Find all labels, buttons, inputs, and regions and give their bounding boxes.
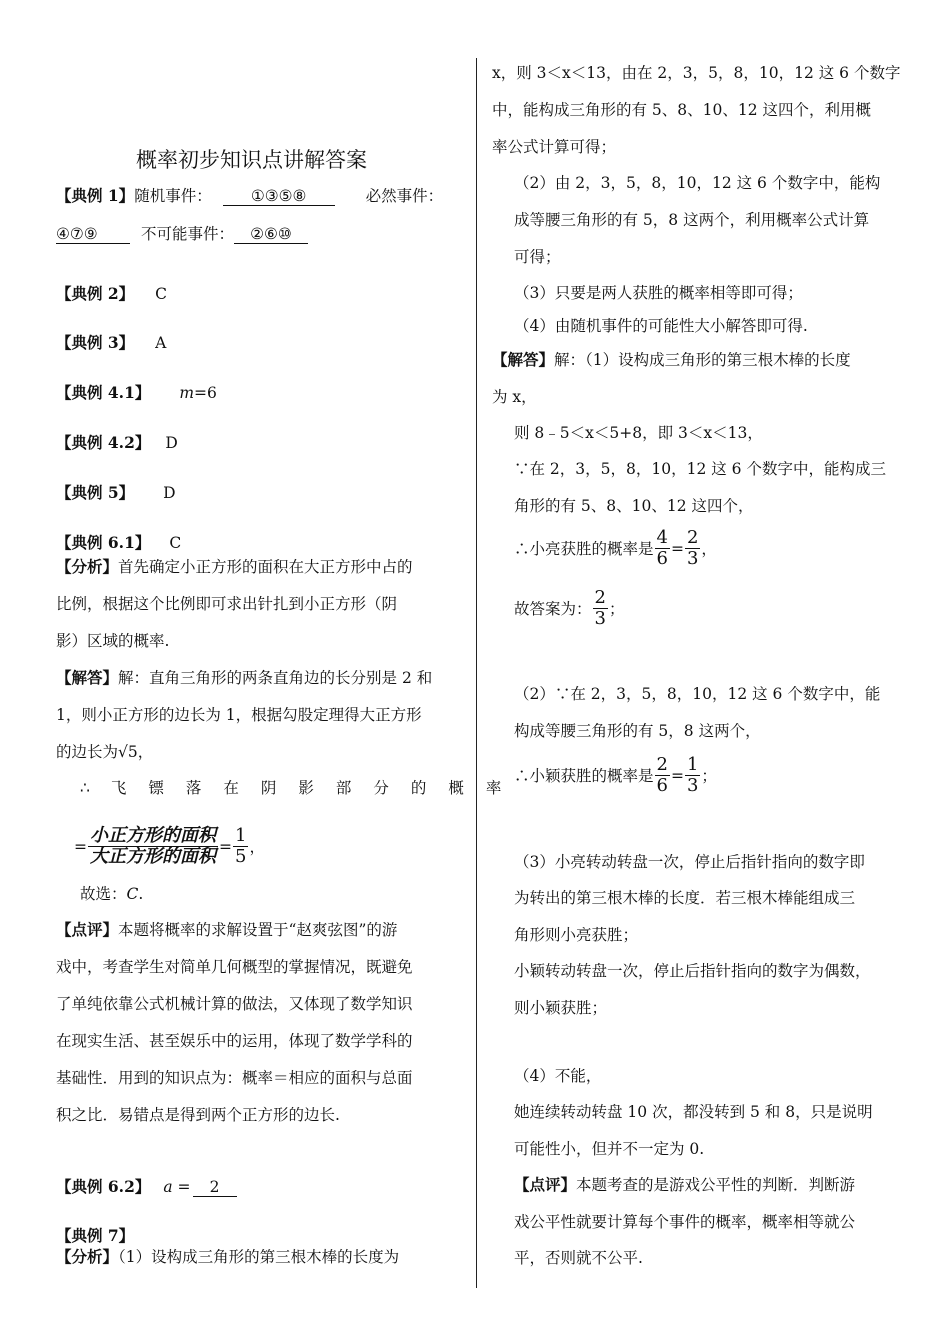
answer-text: 解：（1）设构成三角形的第三根木棒的长度: [554, 351, 851, 369]
page-title: 概率初步知识点讲解答案: [136, 148, 367, 172]
fraction-numerator: 1: [235, 825, 247, 846]
equals-sign: =: [219, 837, 232, 856]
example-label: 【典例 6.2】: [56, 1177, 151, 1196]
example-4-1: [56, 383, 217, 403]
example-label: 【典例 6.1】: [56, 533, 151, 552]
example-5: [56, 483, 176, 503]
fraction-denominator: 3: [686, 775, 699, 796]
fraction-denominator: 大正方形的面积: [90, 846, 216, 867]
right-line: 她连续转动转盘 10 次，都没转到 5 和 8，只是说明: [514, 1103, 873, 1121]
review-line: 戏中，考查学生对简单几何概型的掌握情况，既避免: [56, 958, 413, 976]
column-divider: [476, 58, 477, 1288]
fraction-numerator: 2: [594, 587, 606, 608]
probability-text: 飞镖落在阴影部分的概率: [110, 779, 524, 797]
fraction-numerator: 4: [656, 527, 668, 548]
example-answer: 2: [193, 1179, 237, 1197]
semicolon: ；: [701, 766, 717, 785]
example-label: 【典例 2】: [56, 284, 135, 303]
right-line: 平，否则就不公平.: [514, 1249, 643, 1267]
example-label: 【典例 5】: [56, 483, 135, 502]
answer-line: 1，则小正方形的边长为 1，根据勾股定理得大正方形: [56, 706, 422, 724]
right-line: 可能性小，但并不一定为 0.: [514, 1140, 705, 1158]
example-1-line1: [56, 186, 443, 206]
right-line: 角形的有 5、8、10、12 这四个，: [514, 497, 754, 515]
certain-event-label: 必然事件：: [365, 187, 444, 205]
fraction: [685, 755, 700, 796]
analysis-text: （1）设构成三角形的第三根木棒的长度为: [118, 1248, 400, 1266]
example-6-2: [56, 1177, 237, 1197]
fraction-numerator: 2: [656, 754, 668, 775]
fraction-numerator: 小正方形的面积: [90, 825, 216, 846]
example-label: 【典例 7】: [56, 1226, 135, 1245]
answer-line: [56, 668, 432, 688]
right-review-line: [514, 1175, 855, 1195]
analysis-label: 【分析】: [56, 557, 119, 576]
right-line: 成等腰三角形的有 5，8 这两个，利用概率公式计算: [514, 211, 870, 229]
probability-formula: [74, 826, 265, 867]
fraction-denominator: 3: [686, 548, 699, 569]
ex7-analysis-line: [56, 1247, 399, 1267]
variable-m: m: [179, 384, 195, 402]
example-answer: C: [155, 285, 167, 303]
right-line: （2）由 2，3，5，8，10，12 这 6 个数字中，能构: [514, 174, 881, 192]
choose-label: 故选：: [80, 885, 127, 903]
impossible-event-answer: ②⑥⑩: [234, 226, 308, 244]
equals-sign: =: [670, 766, 684, 785]
impossible-event-label: 不可能事件：: [140, 225, 234, 243]
random-event-label: 随机事件：: [134, 187, 212, 205]
right-line: 中，能构成三角形的有 5、8、10、12 这四个，利用概: [492, 101, 872, 119]
fraction: [685, 528, 700, 569]
example-1-line2: [56, 224, 308, 244]
review-line: 了单纯依靠公式机械计算的做法，又体现了数学知识: [56, 995, 413, 1013]
therefore-symbol: ∴: [80, 779, 90, 797]
analysis-line: 比例，根据这个比例即可求出针扎到小正方形（阴: [56, 595, 398, 613]
choose-answer: C: [126, 885, 139, 903]
right-line: 构成等腰三角形的有 5，8 这两个，: [514, 722, 761, 740]
example-7: [56, 1226, 134, 1246]
answer-line: [56, 742, 153, 762]
review-line: 基础性．用到的知识点为：概率＝相应的面积与总面: [56, 1069, 413, 1087]
analysis-line: [56, 557, 413, 577]
answer-label: 【解答】: [492, 350, 555, 369]
example-answer: D: [163, 484, 176, 502]
area-fraction: [88, 826, 218, 867]
xiaoliang-probability: [514, 528, 717, 569]
probability-sentence: [80, 778, 523, 798]
review-text: 本题考查的是游戏公平性的判断．判断游: [576, 1176, 856, 1194]
fraction: [655, 528, 670, 569]
example-label: 【典例 1】: [56, 186, 135, 205]
example-answer: D: [165, 434, 178, 452]
example-label: 【典例 4.1】: [56, 383, 151, 402]
example-6-1: [56, 533, 181, 553]
answer-text: ，: [137, 743, 154, 761]
right-line: x，则 3＜x＜13，由在 2，3，5，8，10，12 这 6 个数字: [492, 64, 901, 82]
right-line: 可得；: [514, 248, 561, 266]
review-label: 【点评】: [514, 1175, 577, 1194]
comma: ，: [701, 539, 717, 558]
analysis-line: 影）区域的概率.: [56, 632, 170, 650]
fraction: [655, 755, 670, 796]
fraction-denominator: 3: [594, 608, 606, 629]
right-line: 小颖转动转盘一次，停止后指针指向的数字为偶数，: [514, 962, 871, 980]
right-line: 角形则小亮获胜；: [514, 926, 639, 944]
example-3: [56, 333, 166, 353]
review-line: 在现实生活、甚至娱乐中的运用，体现了数学学科的: [56, 1032, 413, 1050]
right-line: （2）∵在 2，3，5，8，10，12 这 6 个数字中，能: [514, 685, 881, 703]
right-line: ∵在 2，3，5，8，10，12 这 6 个数字中，能构成三: [514, 460, 886, 478]
example-answer: =6: [194, 384, 217, 402]
right-line: 为 x，: [492, 388, 537, 406]
semicolon: ；: [608, 599, 625, 618]
fraction-numerator: 1: [686, 754, 699, 775]
answer-label: 【解答】: [56, 668, 119, 687]
answer-result: [514, 588, 624, 629]
right-line: 戏公平性就要计算每个事件的概率，概率相等就公: [514, 1213, 856, 1231]
review-line: [56, 920, 397, 940]
fraction-denominator: 6: [656, 775, 668, 796]
example-label: 【典例 4.2】: [56, 433, 151, 452]
review-text: 本题将概率的求解设置于“赵爽弦图”的游: [118, 921, 398, 939]
xiaoying-probability: [514, 755, 717, 796]
period: .: [138, 885, 144, 903]
right-answer-line: [492, 350, 851, 370]
right-line: （4）不能，: [514, 1067, 602, 1085]
right-line: 为转出的第三根木棒的长度．若三根木棒能组成三: [514, 889, 856, 907]
fraction-denominator: 5: [235, 846, 247, 867]
fraction-numerator: 2: [686, 527, 699, 548]
certain-event-answer: ④⑦⑨: [56, 226, 130, 244]
example-4-2: [56, 433, 178, 453]
example-answer: C: [169, 534, 182, 552]
right-line: （3）只要是两人获胜的概率相等即可得；: [514, 284, 803, 302]
equals-sign: =: [670, 539, 684, 558]
result-fraction: [233, 826, 248, 867]
right-line: （3）小亮转动转盘一次，停止后指针指向的数字即: [514, 853, 865, 871]
right-line: 则 8﹣5＜x＜5+8，即 3＜x＜13，: [514, 424, 763, 442]
example-label: 【典例 3】: [56, 333, 135, 352]
right-line: （4）由随机事件的可能性大小解答即可得.: [514, 317, 808, 335]
example-answer: A: [155, 334, 167, 352]
review-line: 积之比．易错点是得到两个正方形的边长.: [56, 1106, 340, 1124]
equals-sign: =: [74, 837, 87, 856]
fraction: [593, 588, 608, 629]
review-label: 【点评】: [56, 920, 119, 939]
equals-sign: =: [177, 1178, 191, 1196]
example-2: [56, 284, 167, 304]
choose-line: [80, 884, 143, 904]
comma: ，: [249, 837, 265, 856]
analysis-label: 【分析】: [56, 1247, 119, 1266]
right-line: 率公式计算可得；: [492, 138, 617, 156]
answer-text: 故答案为：: [514, 599, 592, 618]
right-line: 则小颖获胜；: [514, 999, 608, 1017]
answer-text: 解：直角三角形的两条直角边的长分别是 2 和: [118, 669, 433, 687]
answer-text: 的边长为: [56, 743, 119, 761]
sqrt-5: √5: [118, 743, 138, 761]
variable-a: a: [163, 1178, 173, 1196]
probability-text: ∴小颖获胜的概率是: [514, 766, 654, 785]
fraction-denominator: 6: [656, 548, 668, 569]
probability-text: ∴小亮获胜的概率是: [514, 539, 654, 558]
analysis-text: 首先确定小正方形的面积在大正方形中占的: [118, 558, 413, 576]
random-event-answer: ①③⑤⑧: [223, 188, 335, 206]
